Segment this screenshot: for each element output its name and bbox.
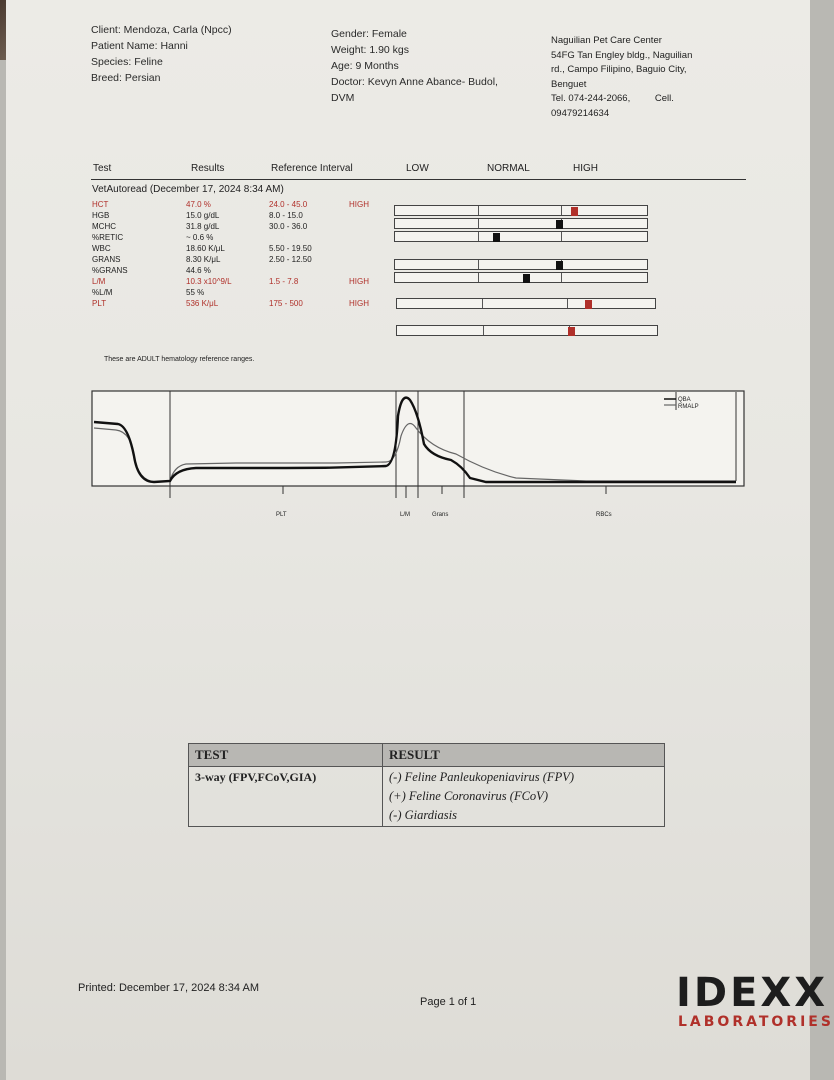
gauge-marker — [493, 233, 500, 242]
test-name-cell: %GRANS — [92, 266, 128, 275]
gauge-low-divider — [478, 273, 479, 282]
reference-range: 1.5 - 7.8 — [269, 277, 299, 286]
marker-grans: Grans — [432, 512, 449, 518]
flag-label: HIGH — [349, 277, 369, 286]
clinic-cell-label: Cell. — [654, 93, 674, 104]
gauge-low-divider — [482, 299, 483, 308]
doctor: Doctor: Kevyn Anne Abance- Budol, — [331, 76, 498, 88]
gauge-low-divider — [478, 260, 479, 269]
clinic-address-3: Benguet — [551, 78, 587, 90]
gender: Gender: Female — [331, 28, 407, 40]
patient-details — [331, 26, 498, 106]
reference-range: 175 - 500 — [269, 299, 303, 308]
gauge-marker — [523, 274, 530, 283]
result-value: 10.3 x10^9/L — [186, 277, 232, 286]
result-fpv: (-) Feline Panleukopeniavirus (FPV) — [389, 770, 574, 784]
clinic-phone: Tel. 074-244-2066, — [551, 93, 631, 104]
clinic-name: Naguilian Pet Care Center — [551, 35, 662, 46]
gauge-bar — [396, 325, 658, 336]
result-giardia: (-) Giardiasis — [389, 808, 457, 822]
gauge-high-divider — [561, 273, 562, 282]
test-name-cell: WBC — [92, 244, 111, 253]
flag-label: HIGH — [349, 200, 369, 209]
printed-date: Printed: December 17, 2024 8:34 AM — [78, 982, 259, 994]
patient-name: Patient Name: Hanni — [91, 40, 188, 52]
result-value: 15.0 g/dL — [186, 211, 220, 220]
reference-range: 5.50 - 19.50 — [269, 244, 312, 253]
clinic-info — [551, 34, 751, 121]
legend-qba: QBA — [678, 397, 691, 403]
gauge-bar — [394, 218, 648, 229]
weight: Weight: 1.90 kgs — [331, 44, 410, 56]
doctor-title: DVM — [331, 92, 355, 104]
result-value: 8.30 K/μL — [186, 255, 221, 264]
reference-range: 2.50 - 12.50 — [269, 255, 312, 264]
gauge-marker — [556, 220, 563, 229]
test-name: 3-way (FPV,FCoV,GIA) — [195, 770, 317, 784]
age: Age: 9 Months — [331, 60, 399, 72]
reference-range: 30.0 - 36.0 — [269, 222, 308, 231]
three-way-test-table — [188, 743, 665, 827]
flag-label: HIGH — [349, 299, 369, 308]
test-name-cell: PLT — [92, 299, 107, 308]
reference-note: These are ADULT hematology reference ranges. — [104, 356, 255, 363]
result-value: 536 K/μL — [186, 299, 219, 308]
result-value: 55 % — [186, 288, 205, 297]
clinic-phone-line — [551, 92, 751, 107]
result-value: 44.6 % — [186, 266, 211, 275]
species: Species: Feline — [91, 56, 163, 68]
breed: Breed: Persian — [91, 72, 161, 84]
marker-rbcs: RBCs — [596, 512, 612, 518]
marker-plt: PLT — [276, 512, 287, 518]
legend-rmalp: RMALP — [678, 404, 699, 410]
gauge-marker — [571, 207, 578, 216]
test-name-cell: GRANS — [92, 255, 121, 264]
reference-range: 8.0 - 15.0 — [269, 211, 303, 220]
page-number: Page 1 of 1 — [420, 996, 477, 1008]
gauge-high-divider — [561, 206, 562, 215]
header-test: TEST — [195, 747, 229, 762]
col-reference: Reference Interval — [271, 163, 353, 174]
clinic-address-1: 54FG Tan Engley bldg., Naguilian — [551, 49, 693, 61]
section-title: VetAutoread (December 17, 2024 8:34 AM) — [92, 184, 284, 195]
gauge-marker — [568, 327, 575, 336]
gauge-bar — [394, 205, 648, 216]
clinic-cell: 09479214634 — [551, 107, 610, 119]
test-name-cell: MCHC — [92, 222, 116, 231]
gauge-low-divider — [483, 326, 484, 335]
test-name-cell: L/M — [92, 277, 106, 286]
marker-lm: L/M — [400, 512, 411, 518]
result-value: 31.8 g/dL — [186, 222, 220, 231]
table-divider — [382, 744, 383, 826]
patient-info — [91, 22, 232, 86]
header-result: RESULT — [389, 747, 440, 762]
col-results: Results — [191, 163, 225, 174]
test-name-cell: HGB — [92, 211, 110, 220]
gauge-low-divider — [478, 232, 479, 241]
test-name-cell: %L/M — [92, 288, 113, 297]
idexx-logo: IDEXX — [676, 970, 829, 1016]
idexx-logo-sub: LABORATORIES — [678, 1014, 834, 1030]
test-name-cell: %RETIC — [92, 233, 124, 242]
gauge-low-divider — [478, 219, 479, 228]
col-normal: NORMAL — [487, 163, 530, 174]
gauge-bar — [394, 272, 648, 283]
gauge-high-divider — [567, 299, 568, 308]
result-value: 47.0 % — [186, 200, 211, 209]
result-value: 18.60 K/μL — [186, 244, 225, 253]
client-name: Client: Mendoza, Carla (Npcc) — [91, 24, 232, 36]
result-value: ~ 0.6 % — [186, 233, 214, 242]
col-test: Test — [93, 163, 112, 174]
table-header — [189, 744, 664, 767]
gauge-bar — [394, 259, 648, 270]
col-high: HIGH — [573, 163, 598, 174]
gauge-low-divider — [478, 206, 479, 215]
result-fcov: (+) Feline Coronavirus (FCoV) — [389, 789, 548, 803]
gauge-bar — [394, 231, 648, 242]
col-low: LOW — [406, 163, 429, 174]
test-name-cell: HCT — [92, 200, 109, 209]
histogram-chart — [86, 386, 751, 526]
lab-report-page — [6, 0, 834, 1080]
clinic-address-2: rd., Campo Filipino, Baguio City, — [551, 64, 687, 75]
gauge-high-divider — [561, 232, 562, 241]
result-lines — [389, 768, 574, 825]
reference-range: 24.0 - 45.0 — [269, 200, 308, 209]
gauge-marker — [585, 300, 592, 309]
gauge-bar — [396, 298, 656, 309]
column-header — [91, 161, 746, 180]
gauge-marker — [556, 261, 563, 270]
